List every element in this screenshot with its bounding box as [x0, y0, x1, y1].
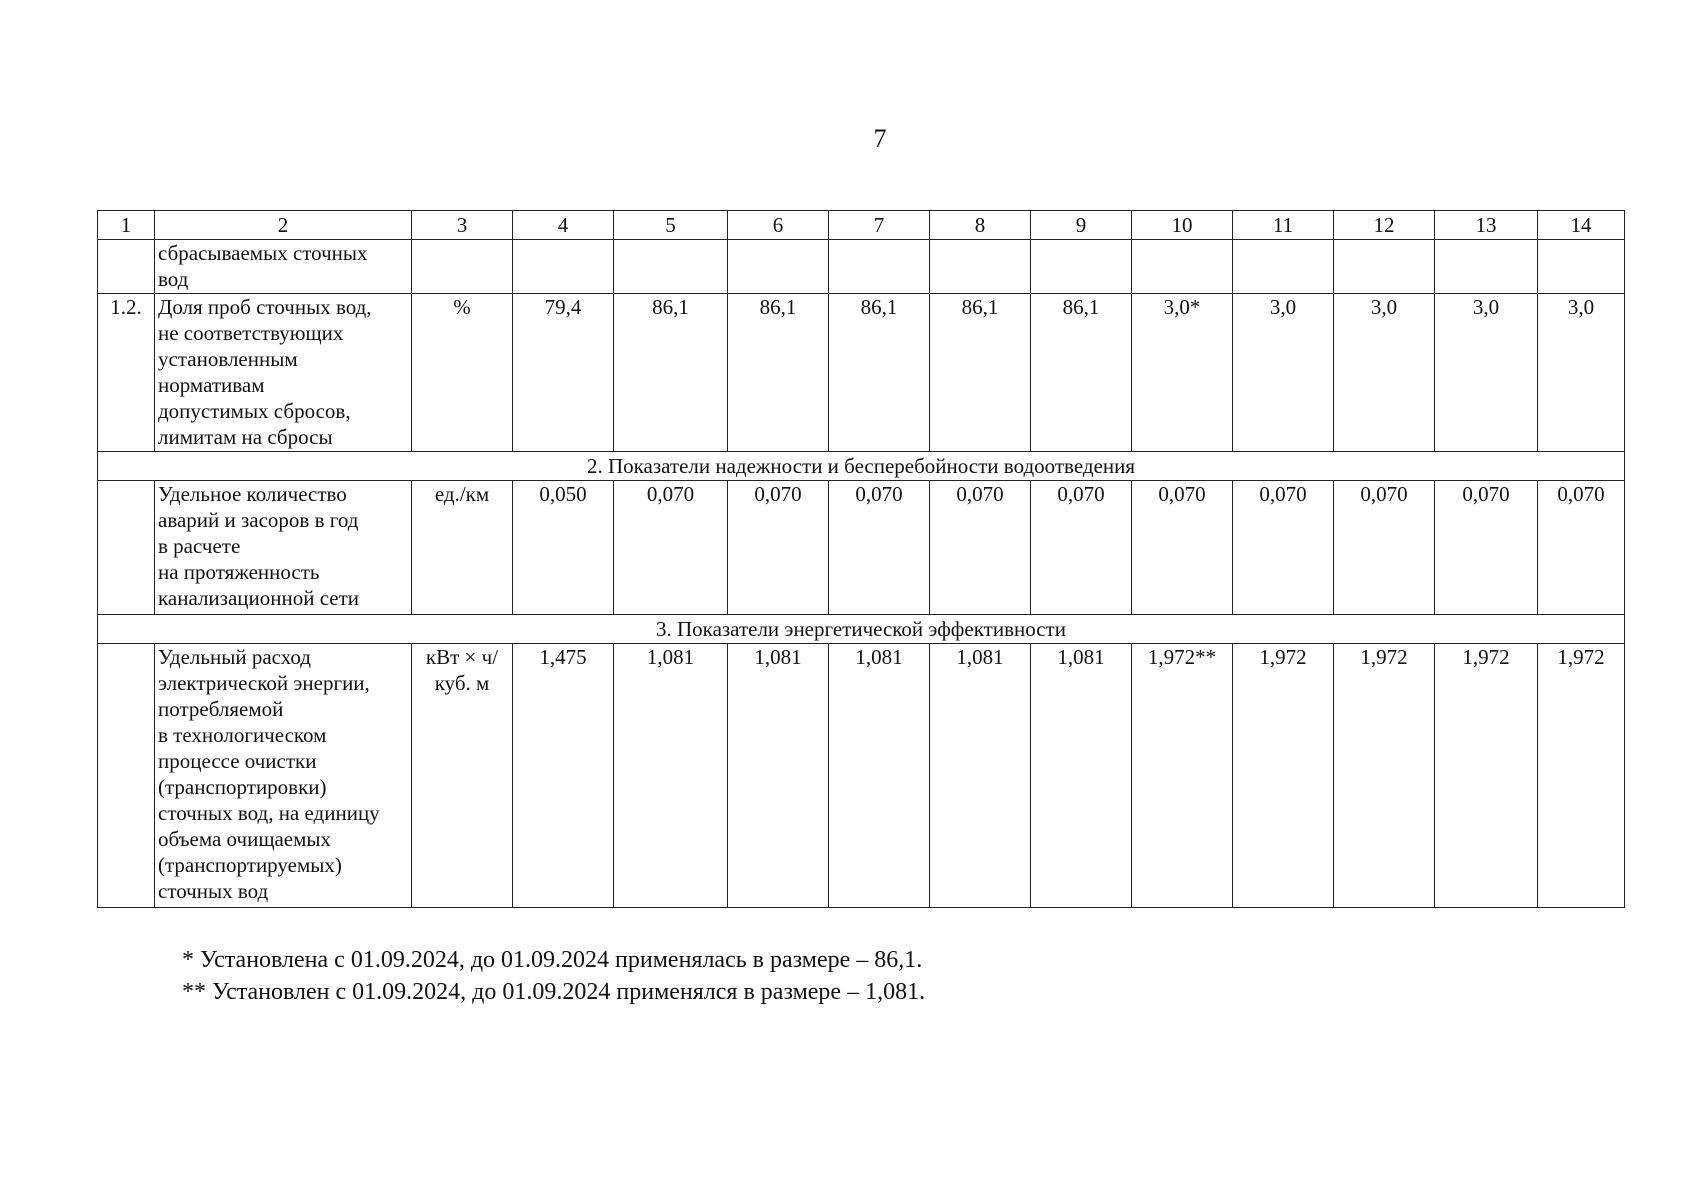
value-cell: [829, 240, 930, 294]
value-cell: [1538, 240, 1625, 294]
column-number: 10: [1132, 211, 1233, 240]
value-cell: [930, 240, 1031, 294]
value-cell: [1435, 240, 1538, 294]
value-cell: 0,070: [1435, 481, 1538, 615]
value-cell: [728, 240, 829, 294]
table-row-energy: [98, 644, 1625, 908]
value-cell: 1,081: [829, 644, 930, 908]
row-number-cell: [98, 240, 155, 294]
continuation-row: [98, 240, 1625, 294]
indicators-table: [97, 210, 1625, 908]
indicator-name-cell: сбрасываемых сточных вод: [155, 240, 412, 294]
value-cell: 86,1: [930, 294, 1031, 452]
indicator-name-cell: Доля проб сточных вод, не соответствующих установленным нормативам допустимых сбросов, лимитам на сбросы: [155, 294, 412, 452]
value-cell: 1,081: [614, 644, 728, 908]
value-cell: 1,081: [728, 644, 829, 908]
page-number: 7: [873, 124, 887, 153]
value-cell: 0,070: [1233, 481, 1334, 615]
value-cell: [614, 240, 728, 294]
value-cell: 1,972: [1334, 644, 1435, 908]
value-cell: 1,972: [1233, 644, 1334, 908]
value-cell: 1,972**: [1132, 644, 1233, 908]
column-number: 9: [1031, 211, 1132, 240]
value-cell: [513, 240, 614, 294]
value-cell: 3,0*: [1132, 294, 1233, 452]
column-number: 4: [513, 211, 614, 240]
value-cell: 0,070: [1132, 481, 1233, 615]
section-title: 3. Показатели энергетической эффективности: [98, 615, 1625, 644]
value-cell: 0,050: [513, 481, 614, 615]
value-cell: 86,1: [728, 294, 829, 452]
value-cell: [1132, 240, 1233, 294]
column-number: 5: [614, 211, 728, 240]
row-number-cell: [98, 481, 155, 615]
row-number-cell: 1.2.: [98, 294, 155, 452]
section-heading-row: [98, 452, 1625, 481]
value-cell: 79,4: [513, 294, 614, 452]
value-cell: 3,0: [1233, 294, 1334, 452]
value-cell: 1,972: [1435, 644, 1538, 908]
footnotes: [182, 944, 925, 1008]
value-cell: 0,070: [1538, 481, 1625, 615]
value-cell: [1233, 240, 1334, 294]
value-cell: 0,070: [930, 481, 1031, 615]
value-cell: 1,081: [1031, 644, 1132, 908]
unit-cell: кВт × ч/ куб. м: [412, 644, 513, 908]
value-cell: 86,1: [614, 294, 728, 452]
column-number: 2: [155, 211, 412, 240]
unit-cell: [412, 240, 513, 294]
value-cell: 86,1: [829, 294, 930, 452]
value-cell: 1,081: [930, 644, 1031, 908]
column-number: 6: [728, 211, 829, 240]
footnote: ** Установлен с 01.09.2024, до 01.09.2024 применялся в размере – 1,081.: [182, 979, 926, 1005]
column-number: 1: [98, 211, 155, 240]
value-cell: 0,070: [1334, 481, 1435, 615]
footnote: * Установлена с 01.09.2024, до 01.09.2024 применялась в размере – 86,1.: [182, 947, 923, 973]
value-cell: 86,1: [1031, 294, 1132, 452]
value-cell: 0,070: [614, 481, 728, 615]
value-cell: 1,972: [1538, 644, 1625, 908]
column-number: 7: [829, 211, 930, 240]
indicator-name-cell: Удельное количество аварий и засоров в год в расчете на протяженность канализационной сети: [155, 481, 412, 615]
column-number: 14: [1538, 211, 1625, 240]
unit-cell: ед./км: [412, 481, 513, 615]
value-cell: [1334, 240, 1435, 294]
row-number-cell: [98, 644, 155, 908]
section-title: 2. Показатели надежности и бесперебойности водоотведения: [98, 452, 1625, 481]
value-cell: 3,0: [1435, 294, 1538, 452]
unit-cell: %: [412, 294, 513, 452]
section-heading-row: [98, 615, 1625, 644]
column-number: 11: [1233, 211, 1334, 240]
column-number: 12: [1334, 211, 1435, 240]
value-cell: 1,475: [513, 644, 614, 908]
column-number-row: [98, 211, 1625, 240]
value-cell: 3,0: [1538, 294, 1625, 452]
value-cell: 3,0: [1334, 294, 1435, 452]
value-cell: 0,070: [1031, 481, 1132, 615]
value-cell: 0,070: [829, 481, 930, 615]
indicator-name-cell: Удельный расход электрической энергии, потребляемой в технологическом процессе очистки (транспортировки) сточных вод, на единицу объема очищаемых (транспортируемых) сточных вод: [155, 644, 412, 908]
value-cell: [1031, 240, 1132, 294]
column-number: 3: [412, 211, 513, 240]
table-row-1-2: [98, 294, 1625, 452]
value-cell: 0,070: [728, 481, 829, 615]
column-number: 13: [1435, 211, 1538, 240]
table-row-accidents: [98, 481, 1625, 615]
column-number: 8: [930, 211, 1031, 240]
